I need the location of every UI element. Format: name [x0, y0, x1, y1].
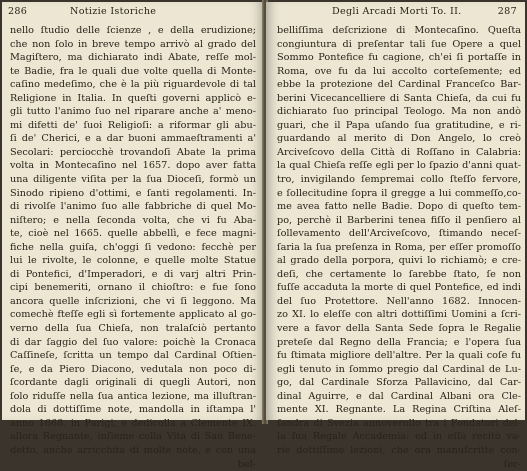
text-line: Sinodo ripieno d'ottimi, e ſanti regolamenti. In- — [10, 187, 256, 201]
text-line: una diligente viſita per la ſua Dioceſi, formò un — [10, 173, 256, 187]
right-text-block — [277, 24, 521, 471]
text-line: zo XI. lo eleſſe con altri dottiſſimi Uomini a ſcri- — [277, 308, 521, 322]
right-header — [266, 6, 525, 20]
text-line: al grado della porpora, quivi lo richiamò; e cre- — [277, 254, 521, 268]
text-line: Religione in Italia. In queſti governi applicò e- — [10, 92, 256, 106]
right-page-number: 287 — [498, 6, 517, 17]
text-line: ſaria la ſua preſenza in Roma, per eſſer promoſſo — [277, 241, 521, 255]
text-line: detto, anche arricchita di molte note, e con una — [10, 444, 256, 458]
text-line: fiche nella guiſa, ch'oggi ſi vedono: fecchè per — [10, 241, 256, 255]
text-line: belliſſima deſcrizione di Montecaſino. Queſta — [277, 24, 521, 38]
text-line: ſe, e da Piero Diacono, vedutala non poco di- — [10, 363, 256, 377]
text-line: allora Regnante, inſieme colla Vita di San Bene- — [10, 430, 256, 444]
text-line: di rivolſe l'animo ſuo alle fabbriche di quel Mo- — [10, 200, 256, 214]
text-line: di Pontefici, d'Imperadori, e di varj altri Prin- — [10, 268, 256, 282]
right-running-head: Degli Arcadi Morti To. II. — [332, 6, 462, 17]
text-line: ebbe la protezione del Cardinal Franceſco Bar- — [277, 78, 521, 92]
text-line: guari, che il Papa uſando ſua gratitudine, e ri- — [277, 119, 521, 133]
text-line: comechè fteſſe egli sì fortemente applicato al go- — [10, 308, 256, 322]
text-line: ſollevamento dell'Arciveſcovo, ſtimando neceſ- — [277, 227, 521, 241]
text-line: ſcordante dagli originali di quegli Autori, non — [10, 376, 256, 390]
text-line: deſi, che certamente lo ſarebbe ſtato, ſe non — [277, 268, 521, 282]
text-line: Arciveſcovo della Città di Roſſano in Calabria: — [277, 146, 521, 160]
text-line: preteſe dal Regno della Francia; e l'opera ſua — [277, 336, 521, 350]
left-page-number: 286 — [8, 6, 27, 17]
text-line: la qual Chieſa reſſe egli per lo ſpazio d'anni quat- — [277, 159, 521, 173]
text-line: Sommo Pontefice fu cagione, ch'ei ſi portaſſe in — [277, 51, 521, 65]
text-line: Caſſineſe, ſcritta un tempo dal Cardinal Oſtien- — [10, 349, 256, 363]
text-line: po, perchè il Barberini tenea fiſſo il penſiero al — [277, 214, 521, 228]
text-line: niſtero; e nella ſeconda volta, che vi fu Aba- — [10, 214, 256, 228]
right-page — [266, 2, 525, 420]
text-line: guardando al merito di Don Angelo, lo creò — [277, 132, 521, 146]
text-line: ſi de' Cherici, e a dar buoni ammaeſtramenti a' — [10, 132, 256, 146]
text-line: ancora quelle inſcrizioni, che vi ſi leggono. Ma — [10, 295, 256, 309]
text-line: fuſſe accaduta la morte di quel Pontefice, ed indi — [277, 281, 521, 295]
text-line: di dar ſaggio del ſuo valore: poichè la Cronaca — [10, 336, 256, 350]
text-line: la ſua Regale Accademia: ed in eſſa recitò va- — [277, 430, 521, 444]
left-running-head: Notizie Istoriche — [70, 6, 156, 17]
text-line: vere a favor della Santa Sede ſopra le Regalie — [277, 322, 521, 336]
text-line: gli tutto l'animo ſuo nel riparare anche a' meno- — [10, 105, 256, 119]
text-line: bel- — [10, 458, 256, 471]
text-line: che non ſolo in breve tempo arrivò al grado del — [10, 38, 256, 52]
text-line: e ſollecitudine ſopra il gregge a lui commeſſo,co- — [277, 187, 521, 201]
text-line: verno della ſua Chieſa, non tralaſciò pertanto — [10, 322, 256, 336]
text-line: tro, invigilando ſempremai collo ſteſſo fervore, — [277, 173, 521, 187]
text-line: go, dal Cardinale Sforza Pallavicino, dal Car- — [277, 376, 521, 390]
text-line: cipi benemeriti, ornano il chioſtro: e fue ſono — [10, 281, 256, 295]
text-line: Roma, ove fu da lui accolto corteſemente; ed — [277, 65, 521, 79]
left-page — [2, 2, 264, 420]
text-line: ſer- — [277, 458, 521, 471]
text-line: anno 1668. in Parigi, e dedicolla a Clemente IX. — [10, 417, 256, 431]
text-line: te, cioè nel 1665. quelle abbellì, e fece magni- — [10, 227, 256, 241]
text-line: ſolo riduſſe nella ſua antica lezione, ma illuſtran- — [10, 390, 256, 404]
text-line: berini Vicecancelliere di Santa Chieſa, da cui fu — [277, 92, 521, 106]
text-line: Magiſtero, ma dichiarato indi Abate, reſſe mol- — [10, 51, 256, 65]
text-line: mente XI. Regnante. La Regina Criſtina Aleſ- — [277, 403, 521, 417]
text-line: dichiarato ſuo principal Teologo. Ma non andò — [277, 105, 521, 119]
text-line: lui le rivolte, le colonne, e quelle molte Statue — [10, 254, 256, 268]
text-line: del ſuo Protettore. Nell'anno 1682. Innocen- — [277, 295, 521, 309]
text-line: Secolari: perciocchè trovandoſi Abate la prima — [10, 146, 256, 160]
text-line: te Badie, fra le quali due volte quella di Monte- — [10, 65, 256, 79]
text-line: egli tenuto in ſommo pregio dal Cardinal de Lu- — [277, 363, 521, 377]
left-text-block — [10, 24, 256, 471]
text-line: caſino medeſimo, che è la più riguardevole di tal — [10, 78, 256, 92]
text-line: nello ſtudio delle ſcienze , e della erudizione; — [10, 24, 256, 38]
text-line: me avea fatto nelle Badie. Dopo di queſto tem- — [277, 200, 521, 214]
text-line: ſandra di Svezia annoverollo tra i Fondatori del- — [277, 417, 521, 431]
text-line: mi difetti de' ſuoi Religioſi: a riformar gli abu- — [10, 119, 256, 133]
text-line: congiuntura di preſentar tali ſue Opere a quel — [277, 38, 521, 52]
text-line: rie dottiſſime lezioni, che ora manuſcritte con- — [277, 444, 521, 458]
text-line: dola di dottiſſime note, mandolla in iſtampa l' — [10, 403, 256, 417]
left-header — [2, 6, 264, 20]
text-line: volta in Montecaſino nel 1657. dopo aver fatta — [10, 159, 256, 173]
text-line: dinal Aguirre, e dal Cardinal Albani ora Cle- — [277, 390, 521, 404]
text-line: fu ſtimata migliore dell'altre. Per la quali coſe fu — [277, 349, 521, 363]
